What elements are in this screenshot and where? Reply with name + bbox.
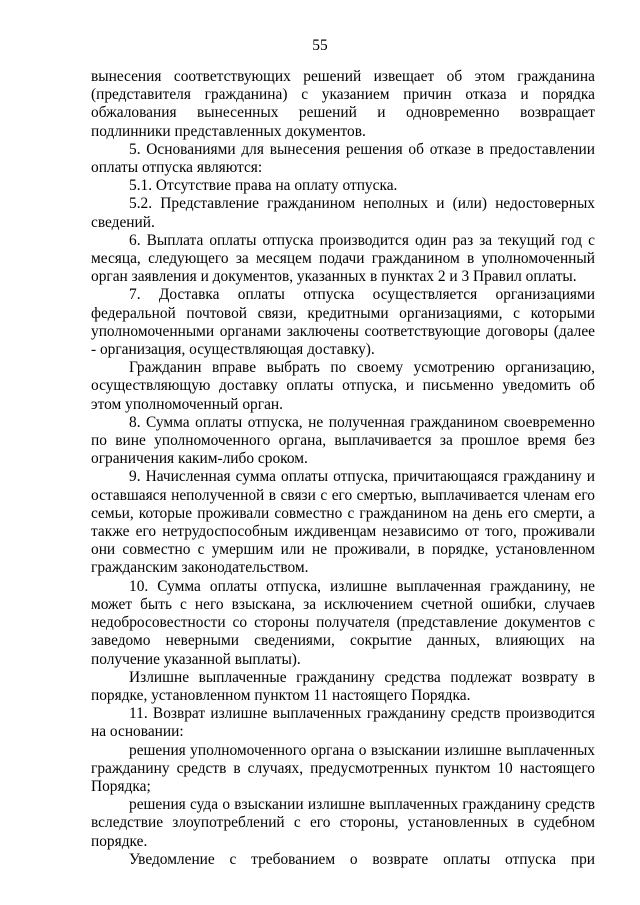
document-body [91, 68, 595, 869]
paragraph-item-9: 9. Начисленная сумма оплаты отпуска, причитающаяся гражданину и оставшаяся неполученной в связи с его смертью, выплачивается членам его семьи, которые проживали совместно с гражданином на день его смерти, а также его нетрудоспособным иждивенцам независимо от того, проживали они совместно с умершим или не проживали, в порядке, установленном гражданским законодательством. [91, 468, 595, 577]
paragraph-item-10: 10. Сумма оплаты отпуска, излишне выплаченная гражданину, не может быть с него взыскана, за исключением счетной ошибки, случаев недобросовестности со стороны получателя (представление документов с заведомо неверными сведениями, сокрытие данных, влияющих на получение указанной выплаты). [91, 577, 595, 668]
page-number: 55 [312, 37, 328, 54]
paragraph-item-5-2: 5.2. Представление гражданином неполных и (или) недостоверных сведений. [91, 195, 595, 231]
paragraph-item-5-1: 5.1. Отсутствие права на оплату отпуска. [129, 177, 398, 195]
paragraph-item-7: 7. Доставка оплаты отпуска осуществляется организациями федеральной почтовой связи, кредитными организациями, с которыми уполномоченными органами заключены соответствующие договоры (далее - организация, осуществляющая доставку). [91, 286, 595, 359]
paragraph-item-6: 6. Выплата оплаты отпуска производится один раз за текущий год с месяца, следующего за месяцем подачи гражданином в уполномоченный орган заявления и документов, указанных в пунктах 2 и 3 Правил оплаты. [91, 231, 595, 286]
paragraph-overpayment-return: Излишне выплаченные гражданину средства подлежат возврату в порядке, установленном пунктом 11 настоящего Порядка. [91, 668, 595, 704]
paragraph-delivery-choice: Гражданин вправе выбрать по своему усмотрению организацию, осуществляющую доставку оплаты отпуска, и письменно уведомить об этом уполномоченный орган. [91, 359, 595, 413]
paragraph-court-decision: решения суда о взыскании излишне выплаченных гражданину средств вследствие злоупотреблений с его стороны, установленных в судебном порядке. [91, 796, 595, 850]
paragraph-item-5: 5. Основаниями для вынесения решения об отказе в предоставлении оплаты отпуска являются: [91, 140, 595, 177]
paragraph-item-11: 11. Возврат излишне выплаченных гражданину средств производится на основании: [91, 705, 595, 741]
paragraph-item-8: 8. Сумма оплаты отпуска, не полученная гражданином своевременно по вине уполномоченного органа, выплачивается за прошлое время без ограничения каким-либо сроком. [91, 413, 595, 468]
paragraph-continuation: вынесения соответствующих решений извещает об этом гражданина (представителя гражданина) с указанием причин отказа и порядка обжалования вынесенных решений и одновременно возвращает подлинники представленных документов. [91, 68, 595, 140]
paragraph-authority-decision: решения уполномоченного органа о взыскании излишне выплаченных гражданину средств в случаях, предусмотренных пунктом 10 настоящего Порядка; [91, 741, 595, 795]
paragraph-notification: Уведомление с требованием о возврате оплаты отпуска при [129, 850, 595, 868]
